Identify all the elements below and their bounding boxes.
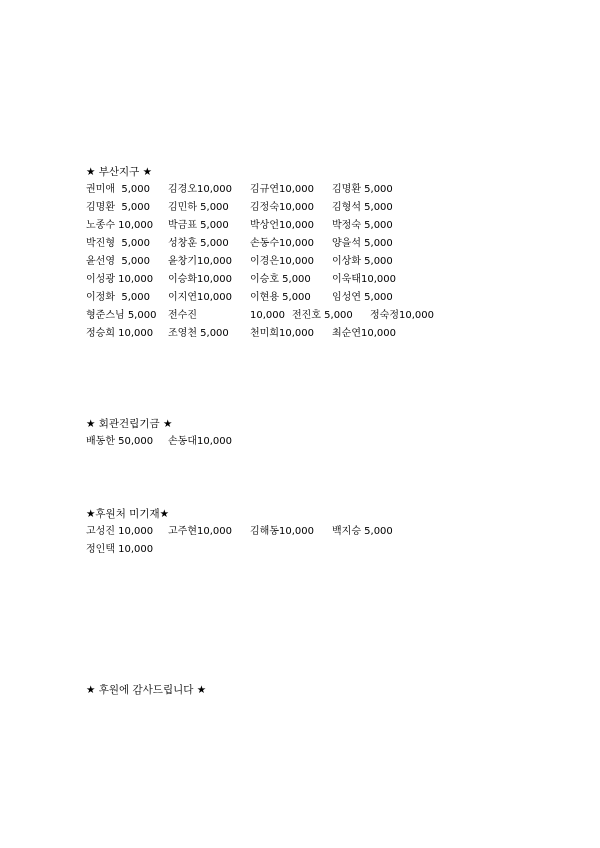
busan-title: ★ 부산지구 ★: [86, 166, 153, 178]
donor-entry: 배동한 50,000: [86, 436, 154, 447]
donor-entry: 박상언10,000: [250, 220, 314, 231]
donor-row: [86, 181, 526, 199]
donor-amount: 10,000: [250, 310, 285, 321]
donor-entry: 고주현10,000: [168, 526, 232, 537]
donor-entry: 윤선영 5,000: [86, 256, 150, 267]
donor-entry: 백지승 5,000: [332, 526, 393, 537]
donor-entry: 이상화 5,000: [332, 256, 393, 267]
donor-entry: 박정숙 5,000: [332, 220, 393, 231]
donor-entry: 김경오10,000: [168, 184, 232, 195]
busan-section: [86, 163, 526, 343]
donor-entry: 정인택 10,000: [86, 544, 154, 555]
unpaid-section: [86, 505, 526, 559]
donor-entry: 전진호 5,000: [292, 310, 353, 321]
donor-entry: 양을석 5,000: [332, 238, 393, 249]
donor-entry: 노종수 10,000: [86, 220, 154, 231]
donor-entry: 손동수10,000: [250, 238, 314, 249]
donor-row: [86, 199, 526, 217]
building-fund-section: [86, 415, 526, 451]
donor-row: [86, 433, 526, 451]
donor-row: [86, 271, 526, 289]
donor-entry: 김형석 5,000: [332, 202, 393, 213]
unpaid-title: ★후원처 미기재★: [86, 508, 170, 520]
donor-entry: 이경은10,000: [250, 256, 314, 267]
donor-row: [86, 307, 526, 325]
donor-entry: 조영천 5,000: [168, 328, 229, 339]
donor-entry: 최순연10,000: [332, 328, 396, 339]
donor-entry: 이정화 5,000: [86, 292, 150, 303]
donor-entry: 정승희 10,000: [86, 328, 154, 339]
donor-entry: 박금표 5,000: [168, 220, 229, 231]
donor-entry: 박진형 5,000: [86, 238, 150, 249]
donor-entry: 김정숙10,000: [250, 202, 314, 213]
donor-entry: 윤창기10,000: [168, 256, 232, 267]
donor-row: [86, 253, 526, 271]
donor-row: [86, 523, 526, 541]
donor-row: [86, 235, 526, 253]
donor-entry: 김해동10,000: [250, 526, 314, 537]
donor-entry: 정숙정10,000: [370, 310, 434, 321]
donor-row: [86, 325, 526, 343]
donor-entry: 천미희10,000: [250, 328, 314, 339]
donor-entry: 이지연10,000: [168, 292, 232, 303]
closing-section: [86, 681, 526, 699]
donor-entry: 이욱태10,000: [332, 274, 396, 285]
donor-entry: 형준스님 5,000: [86, 310, 157, 321]
donor-entry: 김규연10,000: [250, 184, 314, 195]
donor-entry: 김명환 5,000: [86, 202, 150, 213]
building-fund-title: ★ 회관건립기금 ★: [86, 418, 173, 430]
donor-entry: 권미애 5,000: [86, 184, 150, 195]
donor-entry: 이현용 5,000: [250, 292, 311, 303]
donor-entry: 성창훈 5,000: [168, 238, 229, 249]
donor-entry: 이승화10,000: [168, 274, 232, 285]
donor-entry: 김민하 5,000: [168, 202, 229, 213]
donor-row: [86, 217, 526, 235]
donor-entry: 김명환 5,000: [332, 184, 393, 195]
donor-entry: 손동대10,000: [168, 436, 232, 447]
donor-entry: 이성광 10,000: [86, 274, 154, 285]
donor-entry: 임성연 5,000: [332, 292, 393, 303]
donor-row: [86, 289, 526, 307]
donor-entry: 이승호 5,000: [250, 274, 311, 285]
donor-row: [86, 541, 526, 559]
donor-entry: 전수진: [168, 310, 197, 321]
closing-message: ★ 후원에 감사드립니다 ★: [86, 684, 207, 696]
donor-entry: 고성진 10,000: [86, 526, 154, 537]
